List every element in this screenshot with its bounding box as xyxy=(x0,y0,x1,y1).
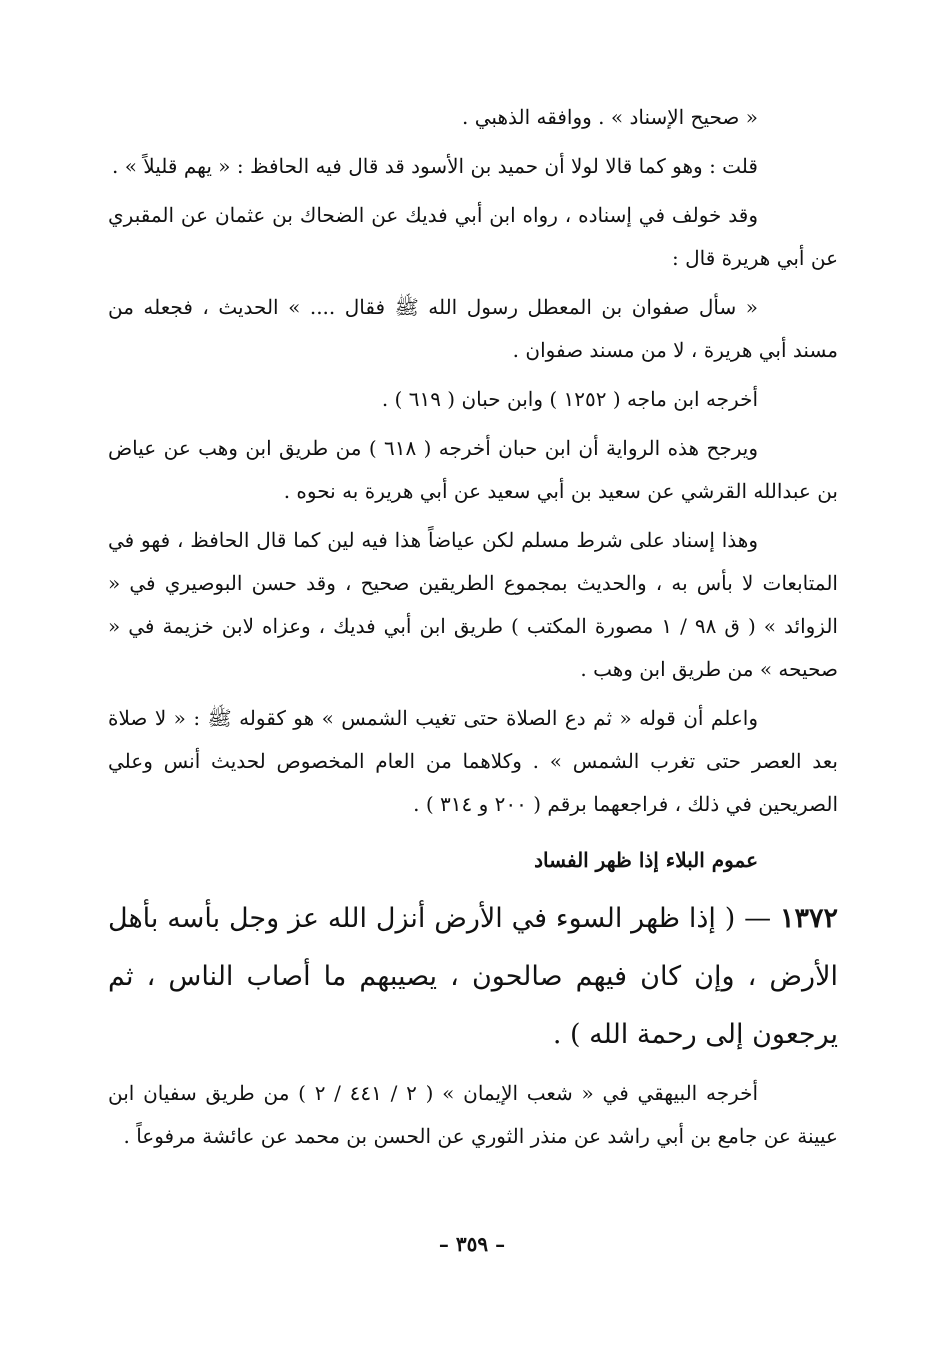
hadith-text: — ( إذا ظهر السوء في الأرض أنزل الله عز وجل بأسه بأهل الأرض ، وإن كان فيهم صالحون ، يصيبهم ما أصاب الناس ، ثم يرجعون إلى رحمة الله ) . xyxy=(108,903,838,1050)
paragraph-tarjih: ويرجح هذه الرواية أن ابن حبان أخرجه ( ٦١٨ ) من طريق ابن وهب عن عياض بن عبدالله القرشي عن سعيد بن أبي سعيد عن أبي هريرة به نحوه . xyxy=(108,436,838,503)
hadith-block xyxy=(108,890,838,1064)
paragraph-note: قلت : وهو كما قالا لولا أن حميد بن الأسود قد قال فيه الحافظ : « يهم قليلاً » . xyxy=(112,154,758,178)
paragraph-takhrij-ibn-majah: أخرجه ابن ماجه ( ١٢٥٢ ) وابن حبان ( ٦١٩ ) . xyxy=(381,387,758,411)
page-number: – ٣٥٩ – xyxy=(438,1232,506,1256)
paragraph-quoted-hadith: « سأل صفوان بن المعطل رسول الله ﷺ فقال .... » الحديث ، فجعله من مسند أبي هريرة ، لا من مسند صفوان . xyxy=(108,295,838,362)
paragraph-continuation: « صحيح الإسناد » . ووافقه الذهبي . xyxy=(462,105,758,129)
paragraph-isnad-variant: وقد خولف في إسناده ، رواه ابن أبي فديك عن الضحاك بن عثمان عن المقبري عن أبي هريرة قال : xyxy=(108,203,838,270)
paragraph-isnad-grading: وهذا إسناد على شرط مسلم لكن عياضاً هذا فيه لين كما قال الحافظ ، فهو في المتابعات لا بأس به ، والحديث بمجموع الطريقين صحيح ، وقد حسن البوصيري في « الزوائد » ( ق ٩٨ / ١ مصورة المكتب ) طريق ابن أبي فديك ، وعزاه لابن خزيمة في « صحيحه » من طريق ابن وهب . xyxy=(108,528,838,681)
paragraph-commentary: واعلم أن قوله « ثم دع الصلاة حتى تغيب الشمس » هو كقوله ﷺ : « لا صلاة بعد العصر حتى تغرب الشمس » . وكلاهما من العام المخصوص لحديث أنس وعلي الصريحين في ذلك ، فراجعهما برقم ( ٢٠٠ و ٣١٤ ) . xyxy=(108,706,838,816)
hadith-number: ١٣٧٢ xyxy=(779,903,838,934)
paragraph-takhrij-bayhaqi: أخرجه البيهقي في « شعب الإيمان » ( ٢ / ٤٤١ / ٢ ) من طريق سفيان ابن عيينة عن جامع بن أبي راشد عن منذر الثوري عن الحسن بن محمد عن عائشة مرفوعاً . xyxy=(108,1081,838,1148)
section-heading: عموم البلاء إذا ظهر الفساد xyxy=(534,848,758,872)
page-body xyxy=(108,96,838,1164)
